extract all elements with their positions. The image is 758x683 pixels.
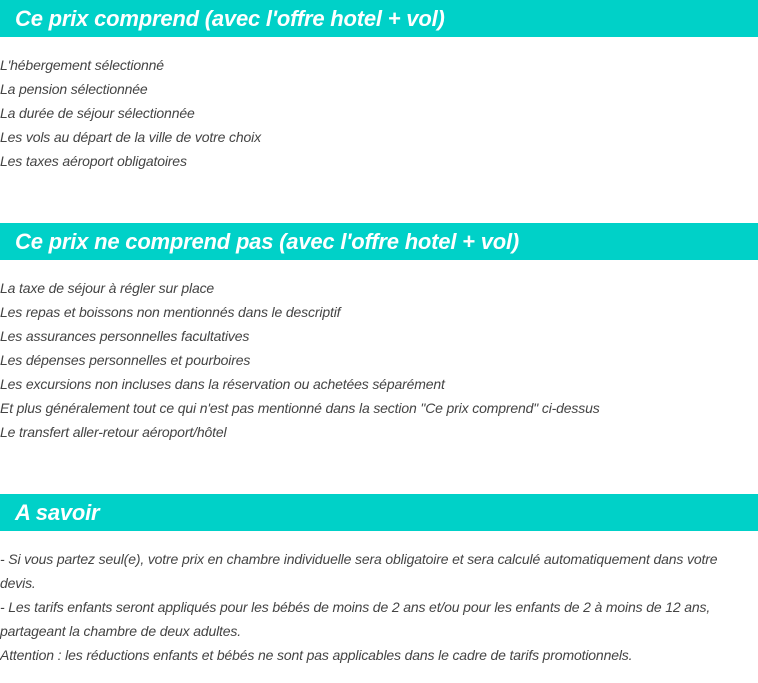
not-included-list — [0, 276, 758, 444]
section-header-a-savoir — [0, 494, 758, 531]
section-title-not-included: Ce prix ne comprend pas (avec l'offre hotel + vol) — [15, 228, 520, 254]
list-item: Les vols au départ de la ville de votre choix — [0, 129, 261, 145]
section-title-a-savoir: A savoir — [15, 499, 100, 525]
list-item: La durée de séjour sélectionnée — [0, 105, 195, 121]
list-item: Les assurances personnelles facultatives — [0, 328, 250, 344]
info-paragraph: Attention : les réductions enfants et bébés ne sont pas applicables dans le cadre de tarifs promotionnels. — [0, 647, 633, 663]
list-item: Le transfert aller-retour aéroport/hôtel — [0, 424, 227, 440]
list-item: Les repas et boissons non mentionnés dans le descriptif — [0, 304, 341, 320]
section-header-not-included — [0, 223, 758, 260]
list-item: La pension sélectionnée — [0, 81, 148, 97]
section-header-included — [0, 0, 758, 37]
list-item: Et plus généralement tout ce qui n'est pas mentionné dans la section "Ce prix comprend" ci-dessus — [0, 400, 600, 416]
info-paragraph: - Les tarifs enfants seront appliqués pour les bébés de moins de 2 ans et/ou pour les enfants de 2 à moins de 12 ans, partageant la chambre de deux adultes. — [0, 599, 711, 639]
list-item: Les taxes aéroport obligatoires — [0, 153, 187, 169]
list-item: L'hébergement sélectionné — [0, 57, 164, 73]
a-savoir-content — [0, 547, 752, 667]
list-item: La taxe de séjour à régler sur place — [0, 280, 215, 296]
info-paragraph: - Si vous partez seul(e), votre prix en chambre individuelle sera obligatoire et sera calculé automatiquement dans votre devis. — [0, 551, 718, 591]
included-list — [0, 53, 758, 173]
list-item: Les excursions non incluses dans la réservation ou achetées séparément — [0, 376, 445, 392]
section-title-included: Ce prix comprend (avec l'offre hotel + vol) — [15, 5, 445, 31]
list-item: Les dépenses personnelles et pourboires — [0, 352, 251, 368]
